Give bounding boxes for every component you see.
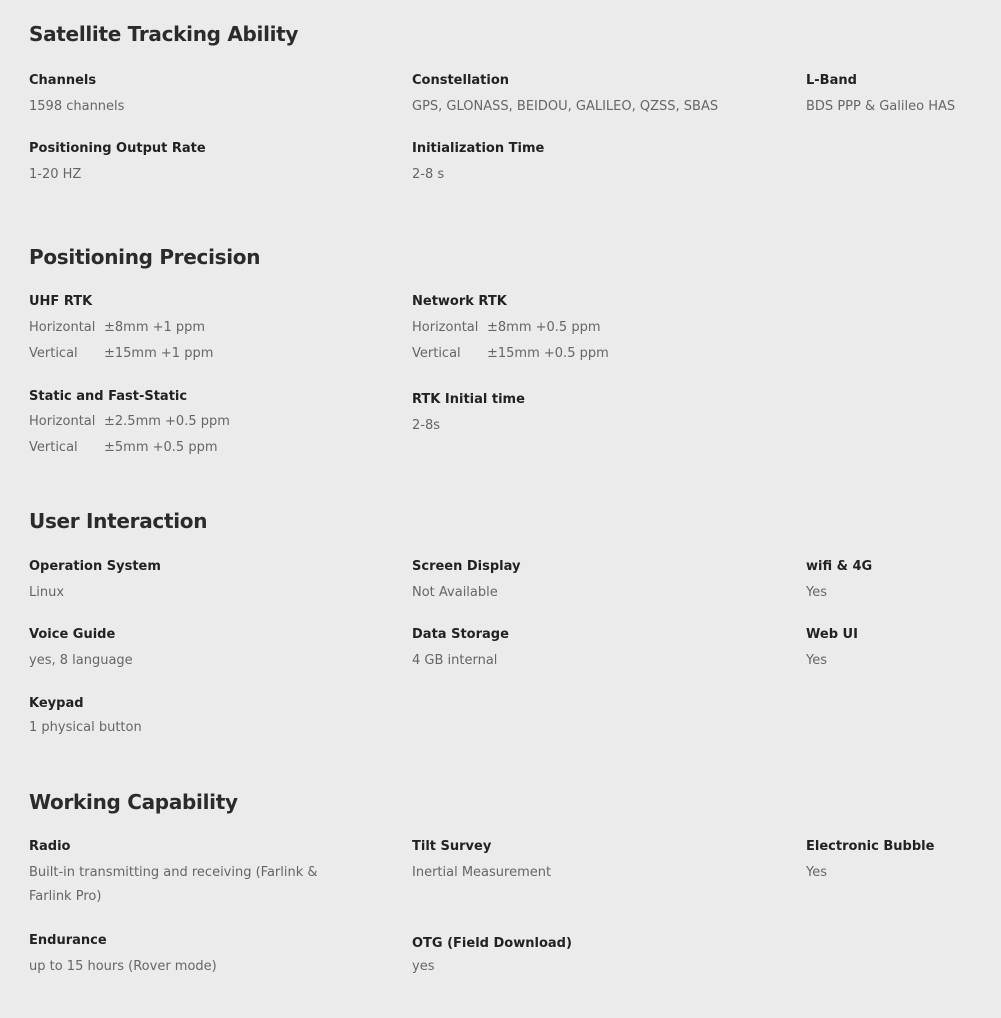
- spec-value-webui: Yes: [806, 653, 827, 668]
- spec-value-lband: BDS PPP & Galileo HAS: [806, 99, 956, 114]
- spec-value-output-rate: 1-20 HZ: [29, 167, 82, 182]
- vertical-val: ±5mm +0.5 ppm: [104, 440, 218, 455]
- horizontal-key: Horizontal: [412, 320, 479, 335]
- spec-label-uhf-rtk: UHF RTK: [29, 294, 93, 309]
- spec-value-tilt: Inertial Measurement: [412, 865, 552, 880]
- spec-value-wifi: Yes: [806, 585, 827, 600]
- vertical-key: Vertical: [29, 346, 78, 361]
- spec-label-webui: Web UI: [806, 627, 858, 642]
- spec-value-screen: Not Available: [412, 585, 498, 600]
- spec-value-bubble: Yes: [806, 865, 827, 880]
- horizontal-val: ±8mm +1 ppm: [104, 320, 206, 335]
- spec-value-static-horizontal: [29, 414, 230, 429]
- spec-value-keypad: 1 physical button: [29, 720, 142, 735]
- spec-label-storage: Data Storage: [412, 627, 509, 642]
- spec-value-static-vertical: [29, 440, 218, 455]
- spec-label-lband: L-Band: [806, 73, 857, 88]
- spec-label-voice: Voice Guide: [29, 627, 116, 642]
- spec-value-network-horizontal: [412, 320, 601, 335]
- spec-value-voice: yes, 8 language: [29, 653, 133, 668]
- horizontal-val: ±8mm +0.5 ppm: [487, 320, 601, 335]
- spec-label-radio: Radio: [29, 839, 71, 854]
- spec-value-constellation: GPS, GLONASS, BEIDOU, GALILEO, QZSS, SBAS: [412, 99, 719, 114]
- vertical-val: ±15mm +1 ppm: [104, 346, 214, 361]
- spec-label-bubble: Electronic Bubble: [806, 839, 935, 854]
- horizontal-val: ±2.5mm +0.5 ppm: [104, 414, 230, 429]
- spec-label-os: Operation System: [29, 559, 161, 574]
- spec-label-keypad: Keypad: [29, 696, 84, 711]
- spec-value-channels: 1598 channels: [29, 99, 125, 114]
- vertical-key: Vertical: [29, 440, 78, 455]
- spec-value-uhf-horizontal: [29, 320, 205, 335]
- spec-label-constellation: Constellation: [412, 73, 510, 88]
- spec-value-endurance: up to 15 hours (Rover mode): [29, 959, 217, 974]
- horizontal-key: Horizontal: [29, 320, 96, 335]
- spec-label-static: Static and Fast-Static: [29, 389, 188, 404]
- spec-value-uhf-vertical: [29, 346, 213, 361]
- section-title-satellite-tracking: Satellite Tracking Ability: [29, 22, 299, 46]
- spec-value-network-vertical: [412, 346, 609, 361]
- spec-label-output-rate: Positioning Output Rate: [29, 141, 206, 156]
- spec-label-tilt: Tilt Survey: [412, 839, 492, 854]
- horizontal-key: Horizontal: [29, 414, 96, 429]
- spec-label-init-time: Initialization Time: [412, 141, 545, 156]
- vertical-key: Vertical: [412, 346, 461, 361]
- spec-value-storage: 4 GB internal: [412, 653, 498, 668]
- spec-value-rtk-init: 2-8s: [412, 418, 441, 433]
- spec-label-screen: Screen Display: [412, 559, 521, 574]
- spec-label-network-rtk: Network RTK: [412, 294, 507, 309]
- section-title-working-capability: Working Capability: [29, 790, 238, 814]
- spec-value-otg: yes: [412, 959, 435, 974]
- spec-label-rtk-init: RTK Initial time: [412, 392, 525, 407]
- section-title-user-interaction: User Interaction: [29, 509, 208, 533]
- spec-label-endurance: Endurance: [29, 933, 107, 948]
- spec-value-radio: Built-in transmitting and receiving (Farlink & Farlink Pro): [29, 865, 318, 904]
- spec-value-init-time: 2-8 s: [412, 167, 445, 182]
- spec-value-os: Linux: [29, 585, 65, 600]
- spec-label-otg: OTG (Field Download): [412, 936, 572, 951]
- vertical-val: ±15mm +0.5 ppm: [487, 346, 609, 361]
- spec-label-channels: Channels: [29, 73, 97, 88]
- section-title-positioning-precision: Positioning Precision: [29, 245, 261, 269]
- spec-label-wifi: wifi & 4G: [806, 559, 873, 574]
